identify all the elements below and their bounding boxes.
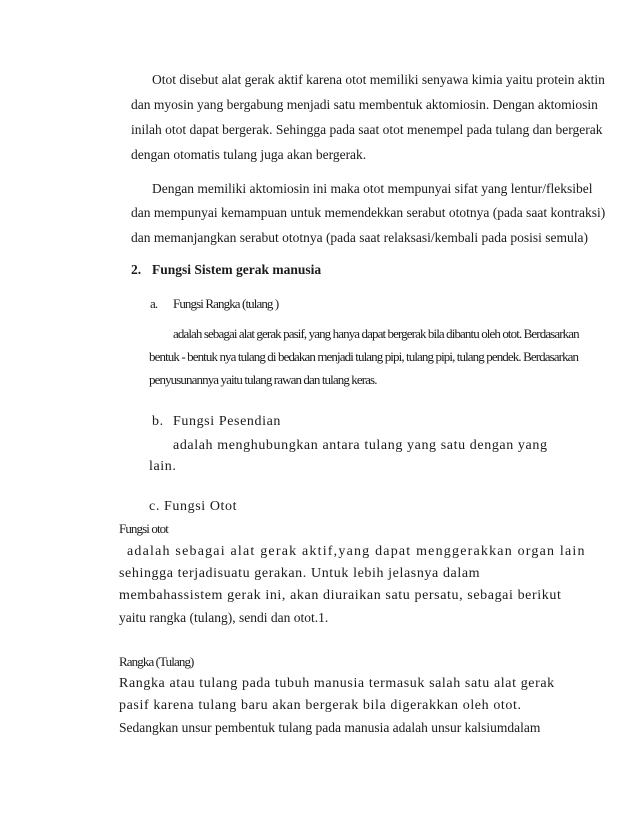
item-a-line-1: adalah sebagai alat gerak pasif, yang hanya dapat bergerak bila dibantu oleh otot. Berdasarkan — [173, 326, 579, 341]
para1-line-1: Otot disebut alat gerak aktif karena otot memiliki senyawa kimia yaitu protein aktin — [152, 72, 605, 87]
otot-line-3: membahassistem gerak ini, akan diuraikan satu persatu, sebagai berikut — [119, 588, 562, 603]
item-a-title: Fungsi Rangka (tulang ) — [173, 296, 279, 311]
rangka-line-3: Sedangkan unsur pembentuk tulang pada manusia adalah unsur kalsiumdalam — [119, 720, 541, 735]
para1-line-2: dan myosin yang bergabung menjadi satu membentuk aktomiosin. Dengan aktomiosin — [131, 97, 598, 112]
otot-line-2: sehingga terjadisuatu gerakan. Untuk lebih jelasnya dalam — [119, 566, 481, 581]
item-b-marker: b. — [152, 414, 164, 429]
item-b-line-2: lain. — [149, 459, 177, 474]
section2-title: Fungsi Sistem gerak manusia — [152, 262, 322, 277]
otot-line-4: yaitu rangka (tulang), sendi dan otot.1. — [119, 610, 329, 625]
rangka-line-2: pasif karena tulang baru akan bergerak bila digerakkan oleh otot. — [119, 698, 522, 713]
item-a-line-2: bentuk - bentuk nya tulang di bedakan menjadi tulang pipi, tulang pipi, tulang pendek. Berdasarkan — [149, 349, 579, 364]
rangka-heading: Rangka (Tulang) — [119, 654, 194, 669]
otot-heading: Fungsi otot — [119, 521, 168, 536]
otot-line-1: adalah sebagai alat gerak aktif,yang dapat menggerakkan organ lain — [127, 544, 586, 559]
item-c-title: c. Fungsi Otot — [149, 499, 238, 514]
rangka-line-1: Rangka atau tulang pada tubuh manusia termasuk salah satu alat gerak — [119, 676, 555, 691]
item-b-line-1: adalah menghubungkan antara tulang yang satu dengan yang — [173, 438, 548, 453]
section2-number: 2. — [131, 262, 142, 277]
para2-line-2: dan mempunyai kemampuan untuk memendekkan serabut ototnya (pada saat kontraksi) — [131, 205, 606, 220]
para1-line-3: inilah otot dapat bergerak. Sehingga pada saat otot menempel pada tulang dan bergerak — [131, 122, 603, 137]
item-a-marker: a. — [150, 296, 158, 311]
item-b-title: Fungsi Pesendian — [173, 414, 281, 429]
para1-line-4: dengan otomatis tulang juga akan bergerak. — [131, 147, 367, 162]
para2-line-3: dan memanjangkan serabut ototnya (pada saat relaksasi/kembali pada posisi semula) — [131, 230, 588, 245]
item-a-line-3: penyusunannya yaitu tulang rawan dan tulang keras. — [149, 372, 377, 387]
para2-line-1: Dengan memiliki aktomiosin ini maka otot mempunyai sifat yang lentur/fleksibel — [152, 181, 593, 196]
